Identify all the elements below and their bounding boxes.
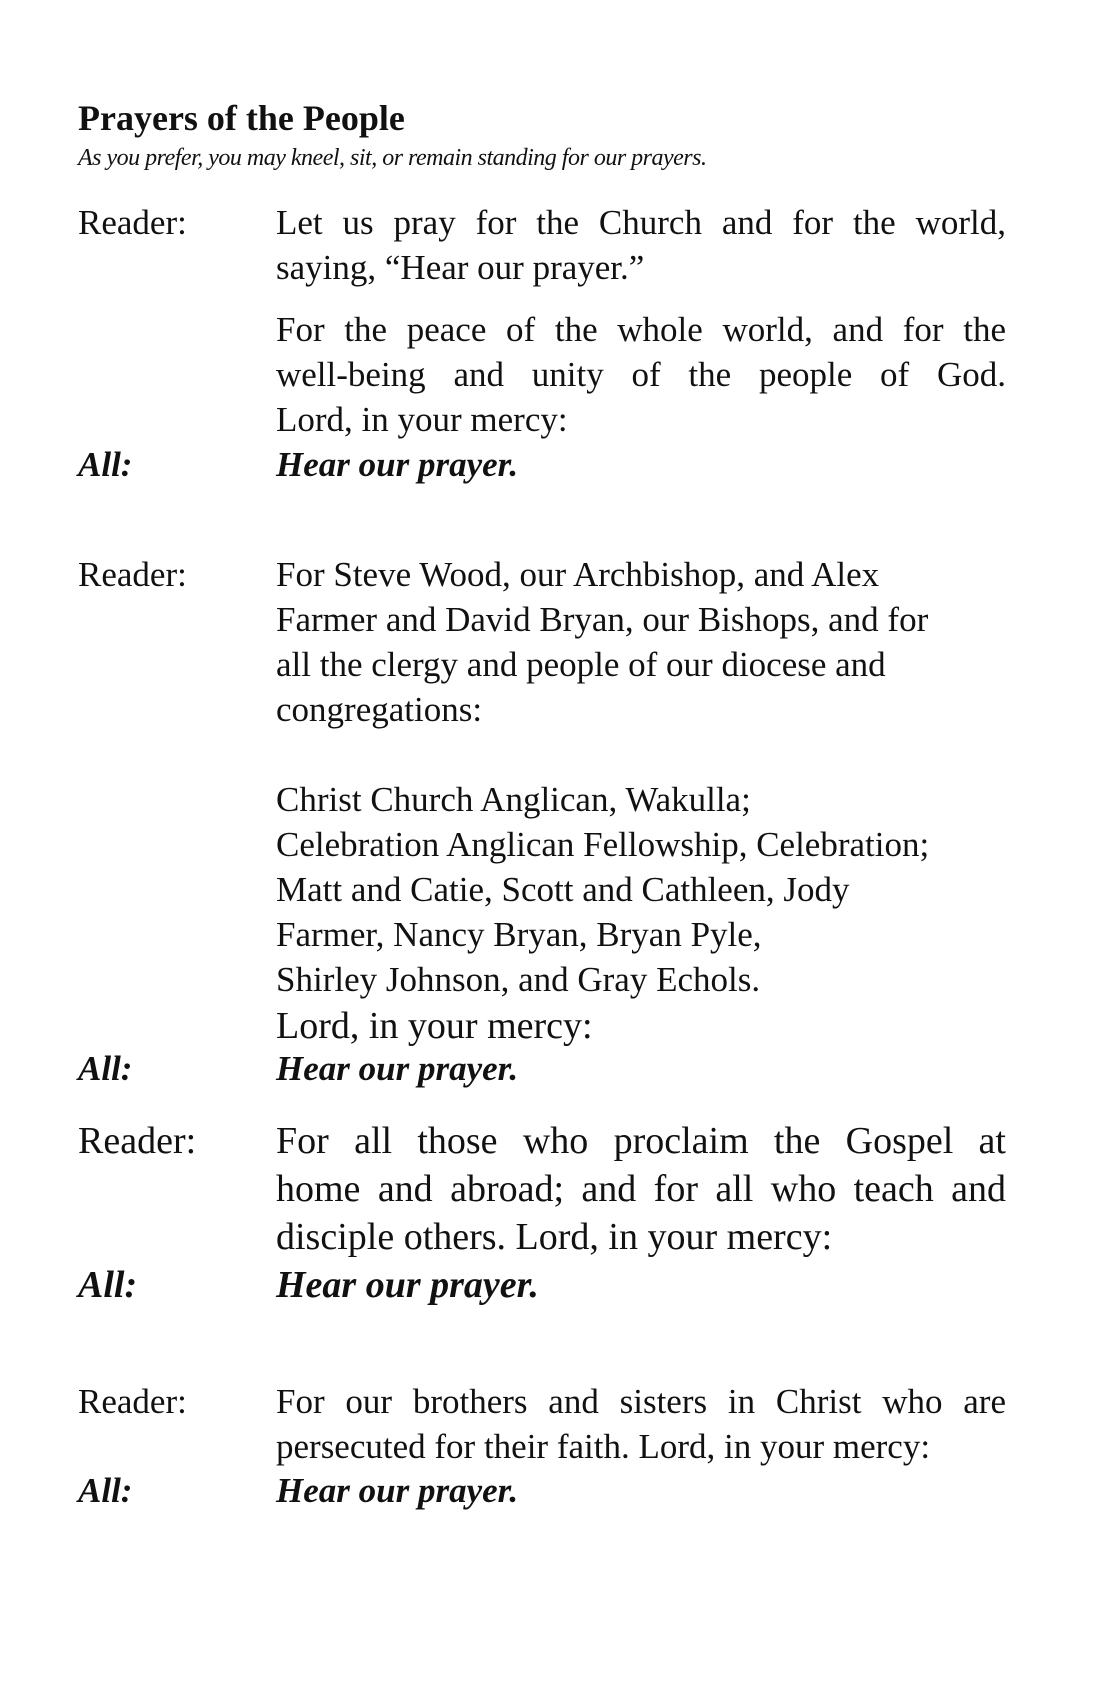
congregation-response: Hear our prayer. [276, 445, 519, 484]
petition-line: all the clergy and people of our diocese and [276, 645, 886, 684]
congregation-response: Hear our prayer. [276, 1264, 539, 1306]
reader-label: Reader: [78, 203, 187, 242]
intercession-line: Christ Church Anglican, Wakulla; [276, 780, 751, 819]
petition-line: Lord, in your mercy: [276, 400, 568, 439]
reader-label: Reader: [78, 1382, 187, 1421]
petition-line: Farmer and David Bryan, our Bishops, and for [276, 600, 929, 639]
intercession-list [276, 777, 1006, 1050]
reader-label: Reader: [78, 1120, 197, 1162]
petition-line: For our brothers and sisters in Christ who are [276, 1382, 1006, 1421]
petition-line: home and abroad; and for all who teach and [276, 1168, 1006, 1210]
all-label: All: [78, 1264, 138, 1306]
petition-line: persecuted for their faith. Lord, in your mercy: [276, 1427, 931, 1466]
intercession-closing: Lord, in your mercy: [276, 1005, 593, 1047]
petition-text [276, 200, 1006, 290]
intercession-line: Farmer, Nancy Bryan, Bryan Pyle, [276, 915, 762, 954]
petition-text [276, 1379, 1006, 1469]
petition-line: well-being and unity of the people of God. [276, 355, 1006, 394]
petition-line: disciple others. Lord, in your mercy: [276, 1216, 833, 1258]
congregation-response: Hear our prayer. [276, 1471, 519, 1510]
all-label: All: [78, 1471, 133, 1510]
reader-label: Reader: [78, 555, 187, 594]
all-label: All: [78, 1049, 133, 1088]
petition-line: congregations: [276, 690, 483, 729]
instruction-subtitle: As you prefer, you may kneel, sit, or remain standing for our prayers. [78, 145, 707, 171]
petition-line: saying, “Hear our prayer.” [276, 248, 645, 287]
petition-line: For all those who proclaim the Gospel at [276, 1120, 1006, 1162]
petition-line: Let us pray for the Church and for the world, [276, 203, 1006, 242]
page-title: Prayers of the People [78, 98, 405, 138]
petition-line: For Steve Wood, our Archbishop, and Alex [276, 555, 880, 594]
intercession-line: Celebration Anglican Fellowship, Celebration; [276, 825, 930, 864]
petition-line: For the peace of the whole world, and for the [276, 310, 1006, 349]
intercession-line: Matt and Catie, Scott and Cathleen, Jody [276, 870, 850, 909]
intercession-line: Shirley Johnson, and Gray Echols. [276, 960, 761, 999]
congregation-response: Hear our prayer. [276, 1049, 519, 1088]
petition-text [276, 307, 1006, 442]
all-label: All: [78, 445, 133, 484]
petition-text [276, 1117, 1006, 1261]
petition-text [276, 552, 1006, 732]
